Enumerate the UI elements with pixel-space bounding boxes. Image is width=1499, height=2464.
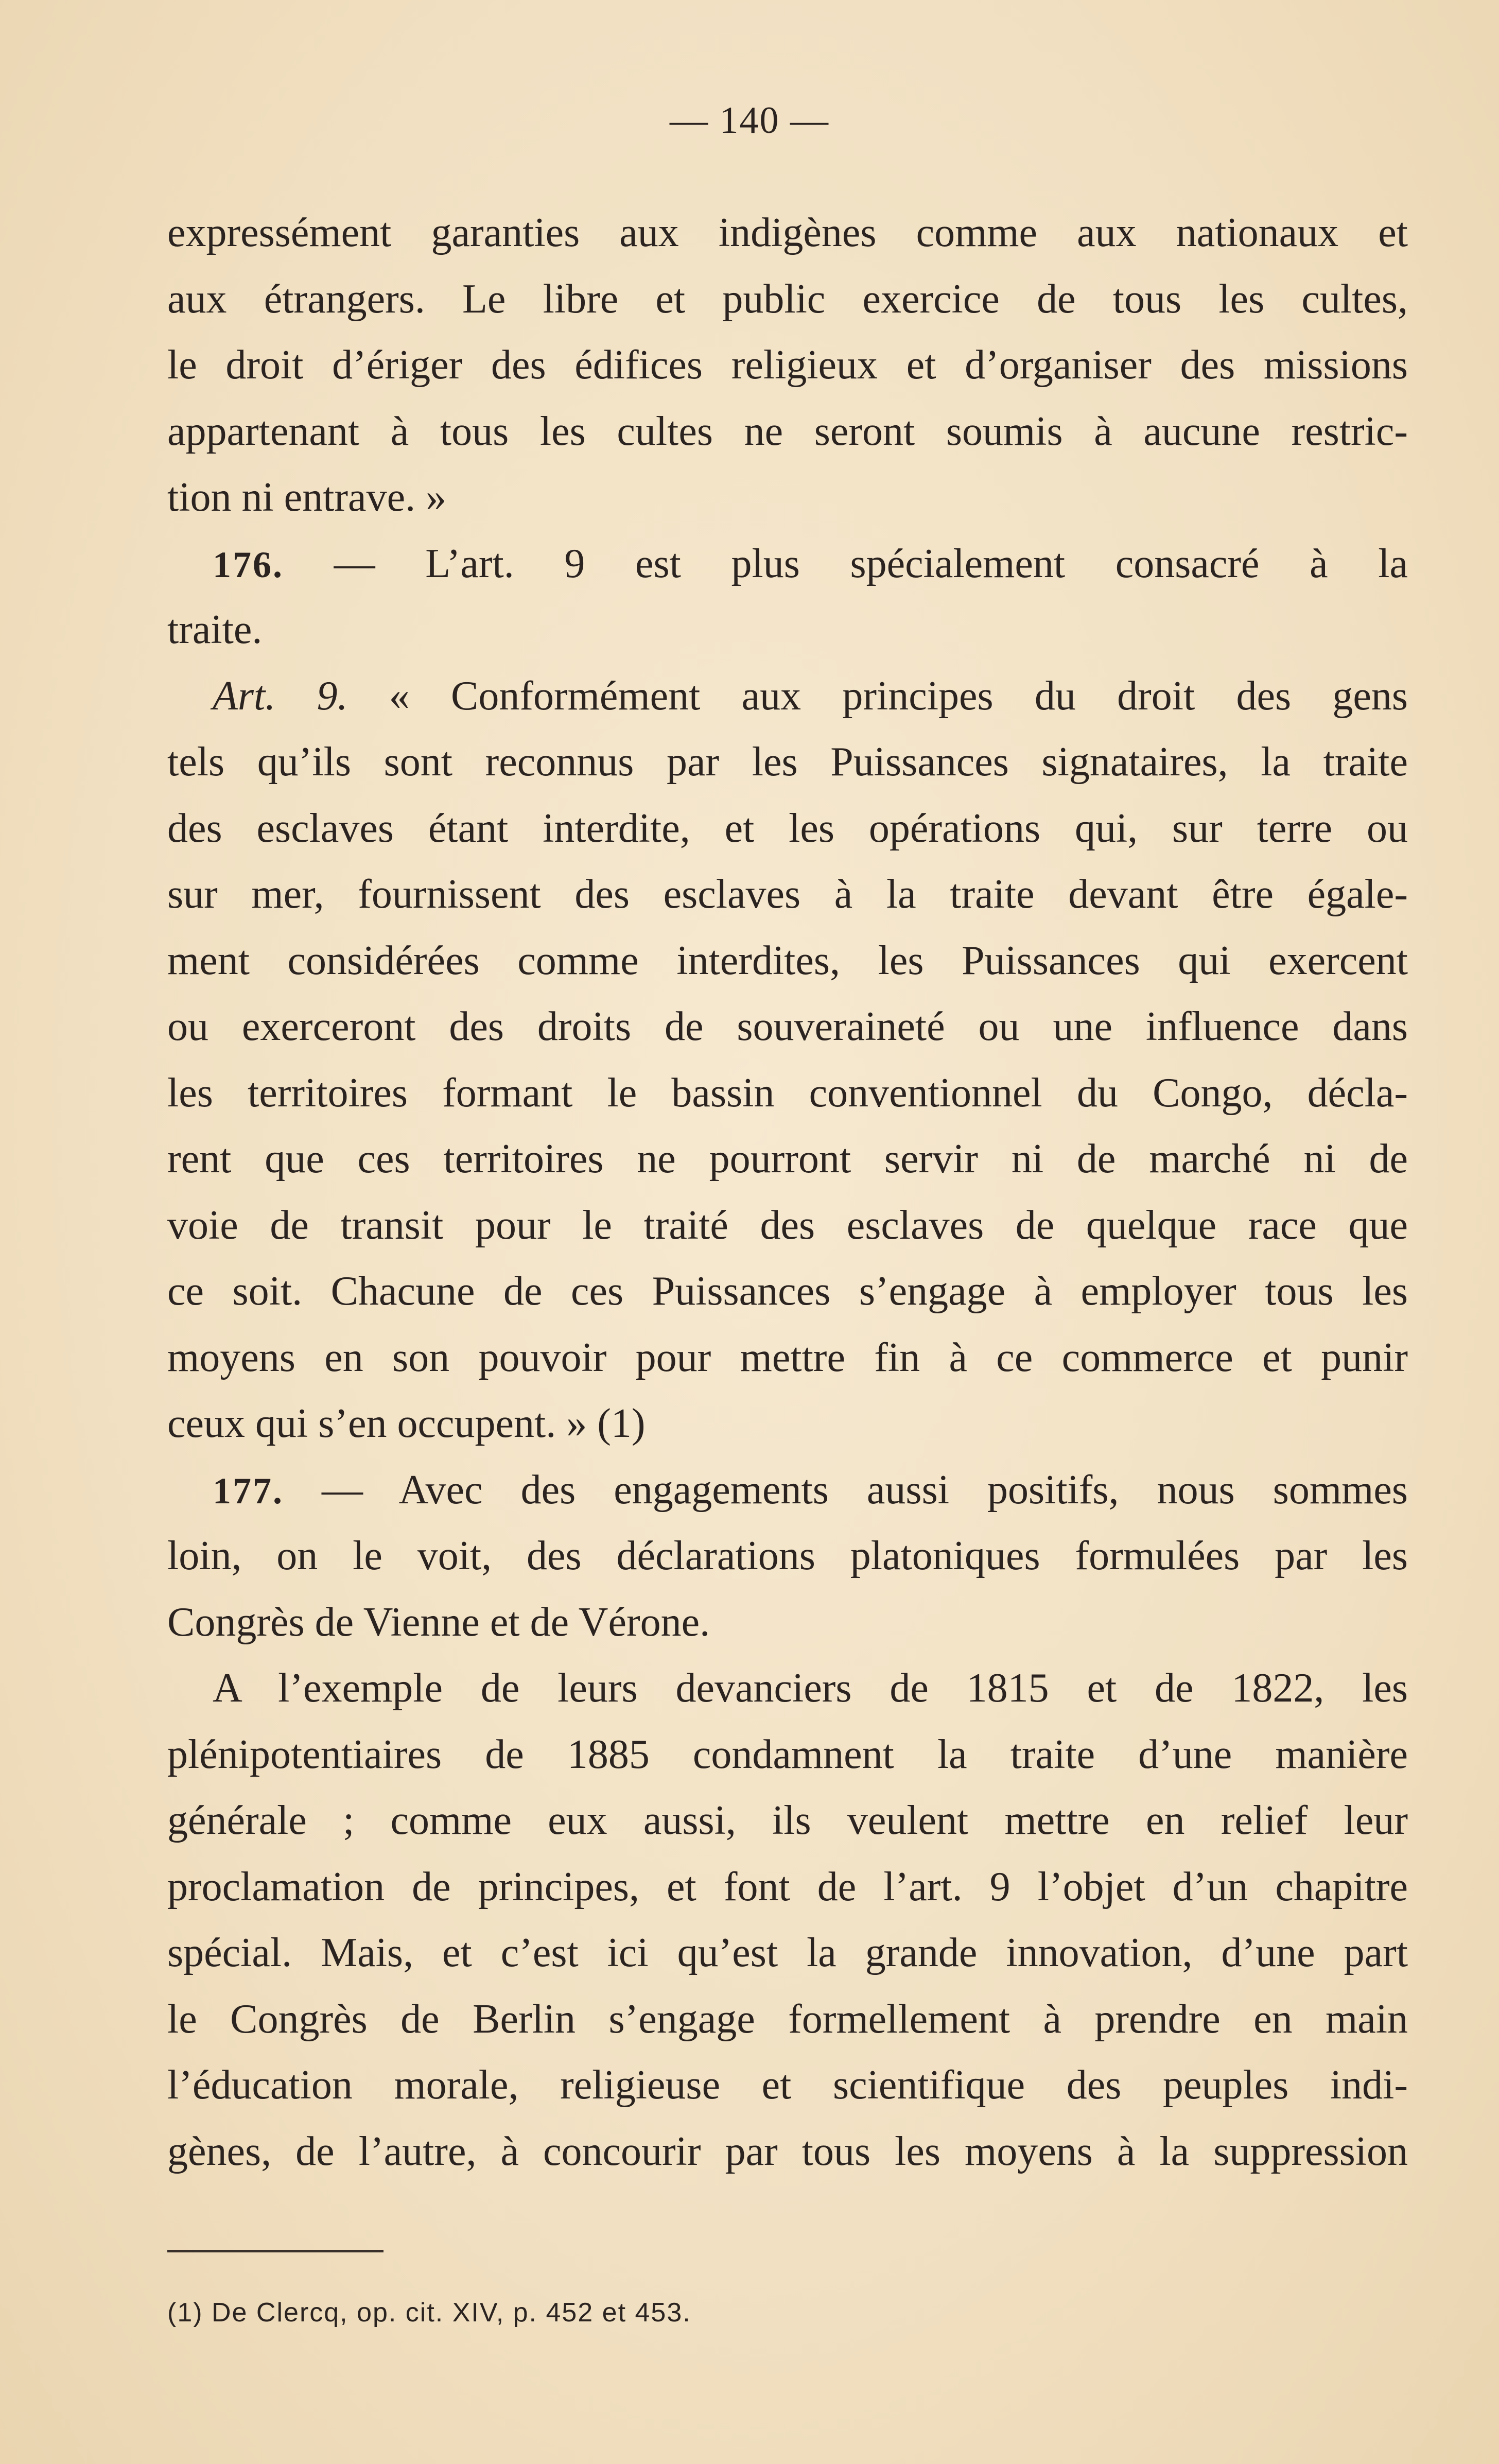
text-line [167,1986,1408,2053]
line-text: appartenant à tous les cultes ne seront soumis à aucune restric- [167,408,1408,454]
line-text: ceux qui s’en occupent. » (1) [167,1401,646,1446]
text-line [167,2052,1408,2119]
body-text [167,200,1408,2184]
text-line [167,1060,1408,1126]
article-reference: Art. 9. [213,673,348,719]
line-text: « Conformément aux principes du droit des gens [389,673,1408,719]
line-text: gènes, de l’autre, à concourir par tous les moyens à la suppression [167,2128,1408,2174]
line-text: l’éducation morale, religieuse et scientifique des peuples indi- [167,2062,1408,2108]
text-line [167,2119,1408,2185]
line-text: le droit d’ériger des édifices religieux et d’organiser des missions [167,342,1408,388]
page-number: — 140 — [670,99,829,142]
text-line [167,861,1408,928]
line-text: aux étrangers. Le libre et public exercice de tous les cultes, [167,276,1408,322]
line-text: le Congrès de Berlin s’engage formellement à prendre en main [167,1996,1408,2042]
text-line [167,1325,1408,1391]
line-text: des esclaves étant interdite, et les opérations qui, sur terre ou [167,805,1408,851]
line-text: plénipotentiaires de 1885 condamnent la traite d’une manière [167,1731,1408,1777]
line-text: voie de transit pour le traité des esclaves de quelque race que [167,1202,1408,1248]
text-line [167,398,1408,465]
line-text: tels qu’ils sont reconnus par les Puissances signataires, la traite [167,739,1408,785]
line-text: spécial. Mais, et c’est ici qu’est la grande innovation, d’une part [167,1930,1408,1975]
paragraph-number: 176. [213,544,284,585]
text-line [167,1920,1408,1986]
line-text: sur mer, fournissent des esclaves à la traite devant être égale- [167,872,1408,917]
text-line [167,332,1408,398]
text-line [167,1589,1408,1656]
paragraph-number: 177. [213,1470,284,1512]
line-text: ou exerceront des droits de souveraineté ou une influence dans [167,1004,1408,1049]
text-line [167,531,1408,597]
text-line [167,1126,1408,1192]
line-text: moyens en son pouvoir pour mettre fin à ce commerce et punir [167,1334,1408,1380]
line-text: traite. [167,607,263,652]
text-line [167,1854,1408,1920]
text-line [167,1391,1408,1457]
text-line [167,200,1408,266]
line-text: Congrès de Vienne et de Vérone. [167,1599,710,1645]
text-line [167,1258,1408,1325]
line-text: A l’exemple de leurs devanciers de 1815 et de 1822, les [213,1665,1408,1711]
text-line [167,795,1408,862]
text-line [167,1788,1408,1854]
text-line [167,729,1408,795]
footnote: (1) De Clercq, op. cit. XIV, p. 452 et 453. [167,2298,691,2328]
line-text: — L’art. 9 est plus spécialement consacré à la [334,541,1408,586]
line-text: ce soit. Chacune de ces Puissances s’engage à employer tous les [167,1269,1408,1314]
line-text: loin, on le voit, des déclarations platoniques formulées par les [167,1533,1408,1578]
text-line [167,994,1408,1060]
line-text: — Avec des engagements aussi positifs, nous sommes [322,1467,1408,1513]
line-text: les territoires formant le bassin conventionnel du Congo, décla- [167,1070,1408,1116]
text-line [167,597,1408,663]
text-line [167,1192,1408,1259]
line-text: expressément garanties aux indigènes comme aux nationaux et [167,210,1408,255]
text-line [167,1523,1408,1589]
text-line [167,464,1408,531]
text-line [167,1722,1408,1788]
footnote-rule [167,2250,384,2252]
text-line [167,928,1408,994]
line-text: proclamation de principes, et font de l’art. 9 l’objet d’un chapitre [167,1864,1408,1910]
line-text: rent que ces territoires ne pourront servir ni de marché ni de [167,1136,1408,1182]
text-line [167,1655,1408,1722]
line-text: générale ; comme eux aussi, ils veulent mettre en relief leur [167,1798,1408,1843]
line-text: ment considérées comme interdites, les Puissances qui exercent [167,938,1408,983]
text-line [167,663,1408,730]
text-line [167,1457,1408,1523]
line-text: tion ni entrave. » [167,475,447,520]
text-line [167,266,1408,333]
